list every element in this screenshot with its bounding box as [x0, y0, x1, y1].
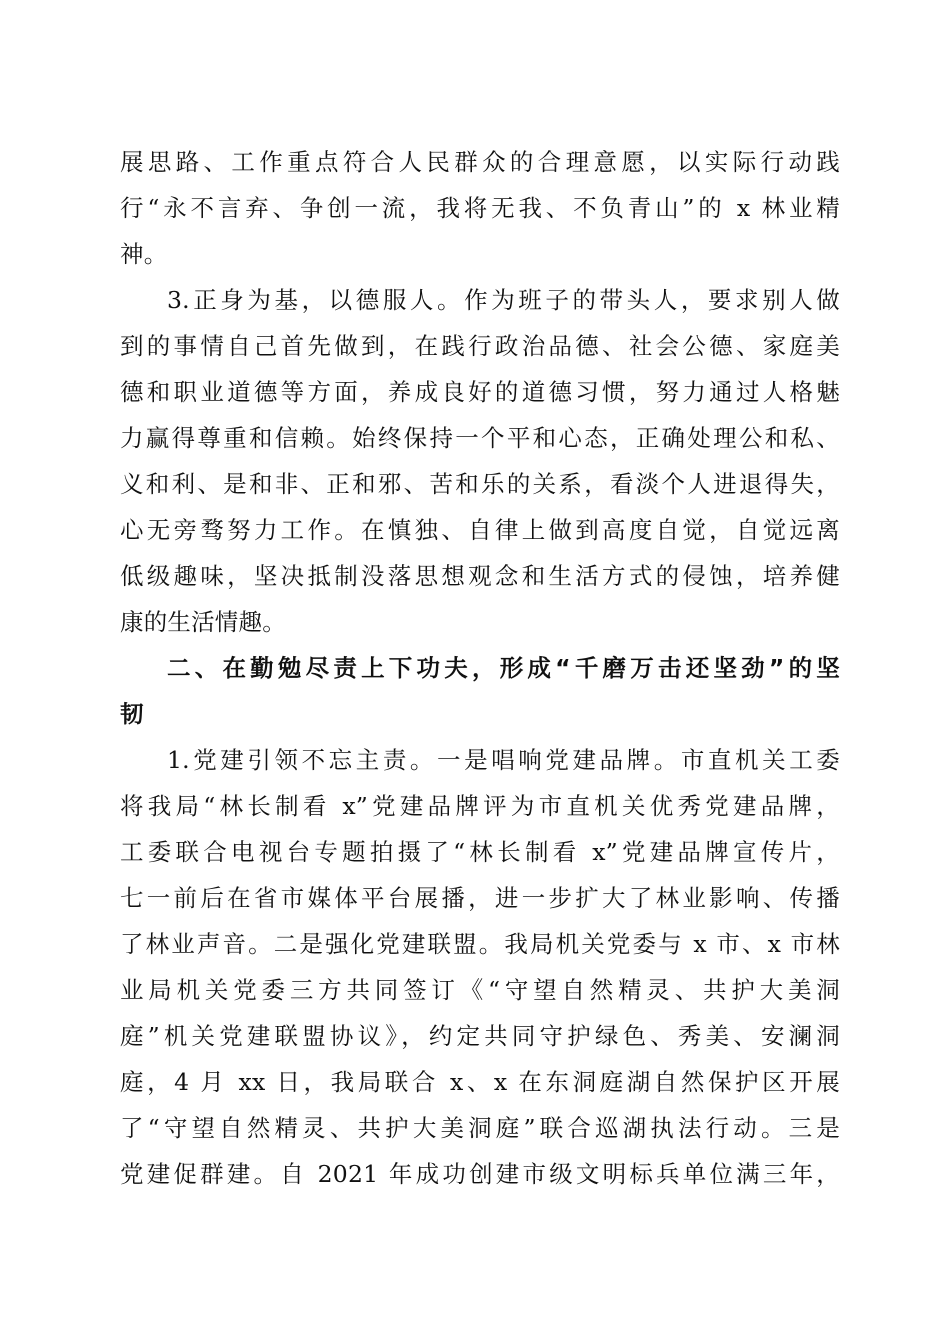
- body-text-line: 心无旁骛努力工作。在慎独、自律上做到高度自觉，自觉远离: [120, 516, 840, 544]
- body-text-line: 展思路、工作重点符合人民群众的合理意愿，以实际行动践: [120, 148, 840, 176]
- body-text-line: 低级趣味，坚决抵制没落思想观念和生活方式的侵蚀，培养健: [120, 562, 840, 590]
- body-text-line: 神。: [120, 240, 168, 268]
- body-text-line: 工委联合电视台专题拍摄了“林长制看 x”党建品牌宣传片，: [120, 838, 840, 866]
- body-text-line: 3.正身为基，以德服人。作为班子的带头人，要求别人做: [167, 286, 840, 314]
- body-text-line: 了“守望自然精灵、共护大美洞庭”联合巡湖执法行动。三是: [120, 1114, 840, 1142]
- body-text-line: 党建促群建。自 2021 年成功创建市级文明标兵单位满三年，: [120, 1160, 840, 1188]
- body-text-line: 庭”机关党建联盟协议》，约定共同守护绿色、秀美、安澜洞: [120, 1022, 840, 1050]
- body-text-line: 德和职业道德等方面，养成良好的道德习惯，努力通过人格魅: [120, 378, 840, 406]
- body-text-line: 1.党建引领不忘主责。一是唱响党建品牌。市直机关工委: [167, 746, 840, 774]
- body-text-line: 到的事情自己首先做到，在践行政治品德、社会公德、家庭美: [120, 332, 840, 360]
- section-heading: 韧: [120, 700, 144, 728]
- body-text-line: 力赢得尊重和信赖。始终保持一个平和心态，正确处理公和私、: [120, 424, 840, 452]
- body-text-line: 康的生活情趣。: [120, 608, 286, 636]
- body-text-line: 行“永不言弃、争创一流，我将无我、不负青山”的 x 林业精: [120, 194, 840, 222]
- body-text-line: 将我局“林长制看 x”党建品牌评为市直机关优秀党建品牌，: [120, 792, 840, 820]
- body-text-line: 七一前后在省市媒体平台展播，进一步扩大了林业影响、传播: [120, 884, 840, 912]
- body-text-line: 业局机关党委三方共同签订《“守望自然精灵、共护大美洞: [120, 976, 840, 1004]
- body-text-line: 了林业声音。二是强化党建联盟。我局机关党委与 x 市、x 市林: [120, 930, 840, 958]
- section-heading: 二、在勤勉尽责上下功夫，形成“千磨万击还坚劲”的坚: [167, 654, 840, 682]
- body-text-line: 义和利、是和非、正和邪、苦和乐的关系，看淡个人进退得失，: [120, 470, 840, 498]
- body-text-line: 庭，4 月 xx 日，我局联合 x、x 在东洞庭湖自然保护区开展: [120, 1068, 840, 1096]
